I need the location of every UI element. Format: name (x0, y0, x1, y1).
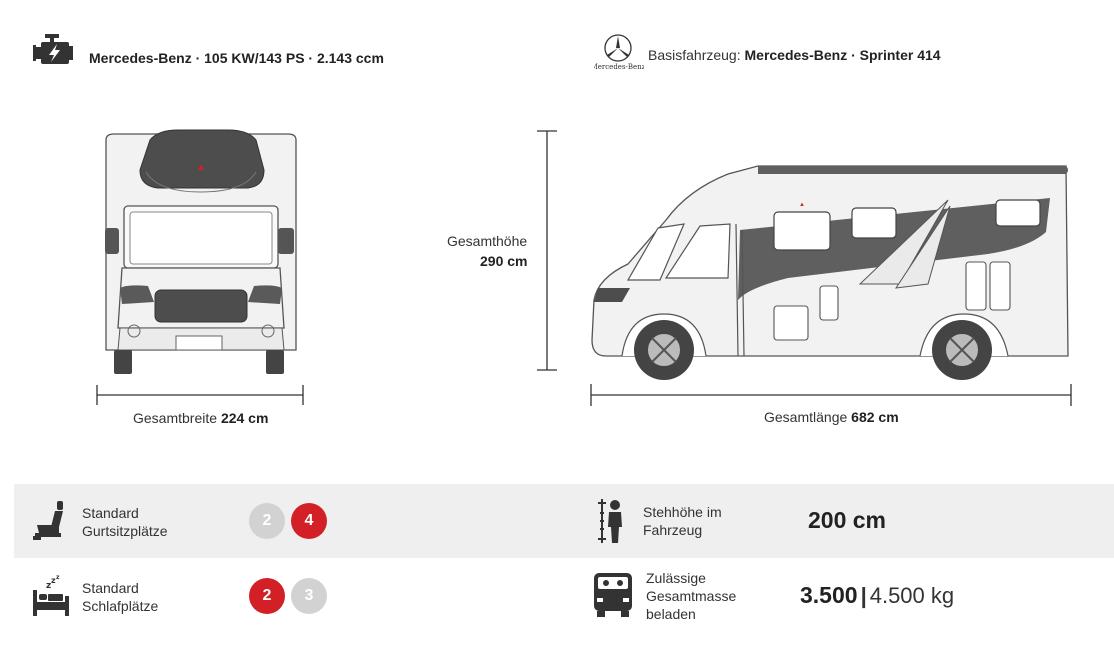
camper-front-view (98, 128, 304, 380)
height-value (480, 253, 527, 269)
height-label-text: Gesamthöhe (447, 233, 528, 249)
engine-spec: Mercedes-Benz · 105 KW/143 PS · 2.143 ccm (89, 50, 384, 66)
mercedes-benz-logo (594, 33, 644, 71)
base-vehicle-label: Basisfahrzeug: (648, 47, 741, 63)
svg-text:▲: ▲ (799, 202, 805, 208)
gross-mass-separator: | (860, 583, 867, 608)
length-dimension-line (590, 384, 1072, 406)
gross-mass-values (800, 582, 954, 609)
sleeping-option-3[interactable]: 3 (291, 578, 327, 614)
standing-height-label (643, 503, 722, 539)
engine-icon (33, 34, 75, 68)
gross-mass-label-line2: Gesamtmasse (646, 588, 737, 604)
gross-mass-value: 3.500 (800, 582, 858, 608)
sleeping-option-2[interactable]: 2 (249, 578, 285, 614)
width-label (133, 410, 268, 426)
height-dimension-line (535, 130, 559, 372)
standing-height-icon (598, 499, 624, 543)
sleeping-label-line2: Schlafplätze (82, 598, 159, 614)
camper-side-view (588, 160, 1074, 386)
width-label-text: Gesamtbreite (133, 410, 218, 426)
svg-text:▲: ▲ (196, 162, 206, 173)
gross-mass-label-line1: Zulässige (646, 570, 706, 586)
seats-label-line1: Standard (82, 505, 139, 521)
seats-label-line2: Gurtsitzplätze (82, 523, 168, 539)
seats-label (82, 504, 168, 540)
length-label (764, 409, 899, 425)
seat-icon (33, 501, 67, 541)
base-vehicle-value: Mercedes-Benz · Sprinter 414 (744, 47, 941, 63)
sleeping-label (82, 579, 158, 615)
length-label-text: Gesamtlänge (764, 409, 848, 425)
gross-mass-label (646, 569, 736, 623)
gross-mass-label-line3: beladen (646, 606, 696, 622)
length-value: 682 cm (851, 409, 899, 425)
width-dimension-line (96, 385, 304, 405)
base-vehicle-line (648, 47, 941, 63)
sleeping-label-line1: Standard (82, 580, 139, 596)
height-value-text: 290 cm (480, 253, 528, 269)
seats-option-4[interactable]: 4 (291, 503, 327, 539)
svg-text:z: z (51, 576, 56, 585)
svg-text:z: z (56, 574, 60, 581)
seats-option-2[interactable]: 2 (249, 503, 285, 539)
standing-height-label-line2: Fahrzeug (643, 522, 703, 538)
width-value: 224 cm (220, 410, 269, 426)
gross-mass-icon (593, 572, 633, 618)
svg-text:Mercedes-Benz: Mercedes-Benz (594, 63, 644, 71)
standing-height-label-line1: Stehhöhe im (643, 504, 722, 520)
svg-text:z: z (46, 581, 52, 591)
bed-icon (33, 574, 69, 616)
spec-row-1 (14, 484, 1114, 558)
gross-mass-max-value: 4.500 kg (869, 583, 955, 608)
standing-height-value: 200 cm (808, 507, 887, 533)
